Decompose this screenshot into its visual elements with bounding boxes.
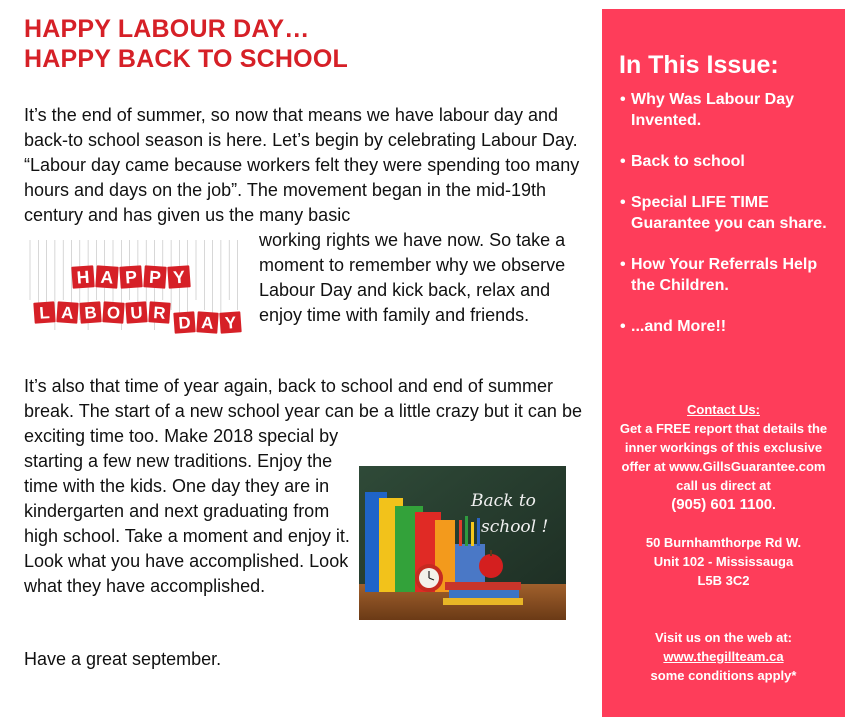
letter-tile-happy xyxy=(143,265,166,288)
svg-text:L: L xyxy=(38,303,51,323)
svg-text:D: D xyxy=(177,312,192,333)
bullet-icon: • xyxy=(620,256,626,273)
letter-tile-day xyxy=(219,311,241,333)
letter-tile-happy xyxy=(71,265,94,288)
contact-heading: Contact Us: xyxy=(687,402,760,417)
svg-text:R: R xyxy=(152,302,167,323)
bullet-icon: • xyxy=(620,194,626,211)
letter-tile-happy xyxy=(119,265,142,288)
letter-tile-labour xyxy=(79,301,101,323)
svg-text:A: A xyxy=(99,266,115,288)
title-line-2: HAPPY BACK TO SCHOOL xyxy=(24,45,348,73)
title-line-1: HAPPY LABOUR DAY… xyxy=(24,15,310,43)
letter-tile-day xyxy=(173,311,195,333)
svg-text:P: P xyxy=(148,266,162,288)
issue-item-1: • Why Was Labour Day Invented. xyxy=(620,91,794,129)
back-to-school-illustration xyxy=(359,466,566,620)
labour-day-sign xyxy=(24,240,246,340)
letter-tile-labour xyxy=(148,301,170,323)
contact-offer-text: Get a FREE report that details the inner workings of this exclusive offer at www.GillsGuarantee.com call us direct at xyxy=(619,421,828,493)
sidebar-title: In This Issue: xyxy=(619,51,779,79)
happy-labour-day-image xyxy=(24,240,246,340)
address-line-3: L5B 3C2 xyxy=(697,573,750,588)
letter-tile-labour xyxy=(102,301,124,323)
letter-tile-happy xyxy=(167,265,190,288)
web-label: Visit us on the web at: xyxy=(654,630,792,645)
page-title xyxy=(24,14,348,74)
letter-tile-labour xyxy=(33,301,55,323)
phone-number[interactable]: (905) 601 1100 xyxy=(671,496,773,513)
disclaimer: some conditions apply* xyxy=(650,668,797,683)
letter-tile-labour xyxy=(125,301,147,323)
bullet-icon: • xyxy=(620,153,626,170)
back-to-school-image xyxy=(359,466,566,620)
svg-text:A: A xyxy=(60,302,75,323)
issue-item-4: • How Your Referrals Help the Children. xyxy=(620,256,818,294)
letter-tile-day xyxy=(196,311,218,333)
address-line-1: 50 Burnhamthorpe Rd W. xyxy=(645,535,802,550)
paragraph-2-continued: starting a few new traditions. Enjoy the time with the kids. One day they are in kindergarten and next graduating from high school. Take a moment and enjoy it. Look what you have accomplished. Look what they have accomplished. xyxy=(24,451,350,596)
address-line-2: Unit 102 - Mississauga xyxy=(653,554,794,569)
svg-text:Y: Y xyxy=(224,313,237,333)
svg-text:A: A xyxy=(200,312,215,333)
website-link[interactable]: www.thegillteam.ca xyxy=(663,649,784,664)
issue-list xyxy=(620,89,835,357)
bullet-icon: • xyxy=(620,318,626,335)
contact-block: Contact Us: Get a FREE report that details the inner workings of this exclusive offer at www.GillsGuarantee.com call us direct at (905) 601 1100. 50 Burnhamthorpe Rd W. Unit 102 - Mississauga L5B 3C2 Visit us on the web at: www.thegillteam.ca some conditions apply* xyxy=(614,400,833,685)
paragraph-2: It’s also that time of year again, back to school and end of summer break. The start of a new school year can be a little crazy but it can be exciting time too. Make 2018 special by xyxy=(24,376,582,446)
svg-text:O: O xyxy=(106,302,121,323)
issue-item-5: • ...and More!! xyxy=(620,318,727,335)
svg-text:P: P xyxy=(124,266,138,288)
letter-tile-happy xyxy=(95,265,118,288)
paragraph-1: It’s the end of summer, so now that means we have labour day and back-to school season is here. Let’s begin by celebrating Labour Day. “Labour day came because workers felt they were spending too many hours and days on the job”. The movement began in the mid-19th century and has given us the many basic xyxy=(24,105,580,225)
paragraph-3: Have a great september. xyxy=(24,649,222,669)
bullet-icon: • xyxy=(620,91,626,108)
svg-text:H: H xyxy=(75,266,91,288)
chalk-text-line-2: school ! xyxy=(481,517,549,537)
paragraph-1-continued: working rights we have now. So take a moment to remember why we observe Labour Day and kick back, relax and enjoy time with family and friends. xyxy=(259,230,566,325)
letter-tile-labour xyxy=(56,301,78,323)
chalk-text-line-1: Back to xyxy=(471,491,536,511)
issue-item-2: • Back to school xyxy=(620,153,745,170)
issue-item-3: • Special LIFE TIME Guarantee you can share. xyxy=(620,194,827,232)
in-this-issue-sidebar xyxy=(602,9,845,717)
svg-text:B: B xyxy=(83,302,98,323)
svg-text:U: U xyxy=(129,302,144,323)
svg-text:Y: Y xyxy=(172,266,186,288)
